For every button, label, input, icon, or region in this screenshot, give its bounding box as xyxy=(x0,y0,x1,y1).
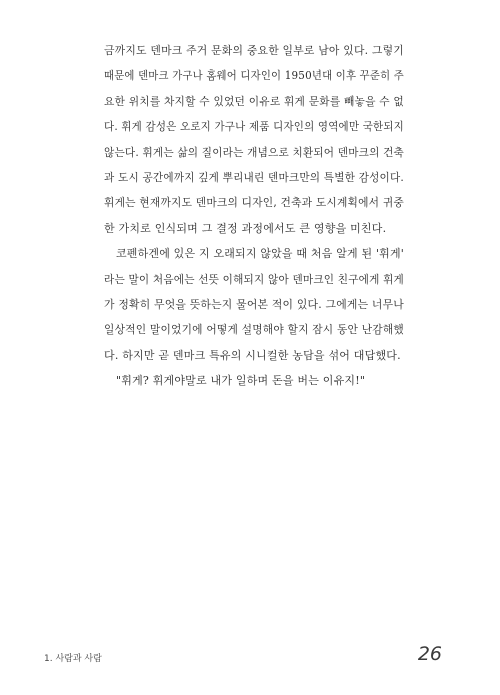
section-title: 1. 사람과 사람 xyxy=(44,654,102,664)
page-number: 26 xyxy=(417,643,442,665)
text-line: 코펜하겐에 있은 지 오래되지 않았을 때 처음 알게 된 '휘게' xyxy=(116,247,404,261)
text-line: 다. 휘게 감성은 오로지 가구나 제품 디자인의 영역에만 국한되지 xyxy=(104,120,404,134)
text-line: 휘게는 현재까지도 덴마크의 디자인, 건축과 도시계획에서 귀중 xyxy=(104,196,404,210)
text-line: 금까지도 덴마크 주거 문화의 중요한 일부로 남아 있다. 그렇기 xyxy=(104,44,404,57)
text-line: 라는 말이 처음에는 선뜻 이해되지 않아 덴마크인 친구에게 휘게 xyxy=(104,272,404,286)
text-line: 요한 위치를 차지할 수 있었던 이유로 휘게 문화를 빼놓을 수 없 xyxy=(104,94,404,108)
text-line: 때문에 덴마크 가구나 홈웨어 디자인이 1950년대 이후 꾸준히 주 xyxy=(104,69,404,83)
text-line: 일상적인 말이었기에 어떻게 설명해야 할지 잠시 동안 난감해했 xyxy=(104,323,404,337)
text-line: 않는다. 휘게는 삶의 질이라는 개념으로 치환되어 덴마크의 건축 xyxy=(104,145,404,159)
text-line: 다. 하지만 곧 덴마크 특유의 시니컬한 농담을 섞어 대답했다. xyxy=(104,348,401,362)
text-line: 한 가치로 인식되며 그 결정 과정에서도 큰 영향을 미친다. xyxy=(104,221,387,235)
quote-line: "휘게? 휘게야말로 내가 일하며 돈을 버는 이유지!" xyxy=(116,374,366,388)
body-text xyxy=(104,38,404,393)
text-line: 과 도시 공간에까지 깊게 뿌리내린 덴마크만의 특별한 감성이다. xyxy=(104,170,404,184)
text-line: 가 정확히 무엇을 뜻하는지 물어본 적이 있다. 그에게는 너무나 xyxy=(104,297,404,311)
